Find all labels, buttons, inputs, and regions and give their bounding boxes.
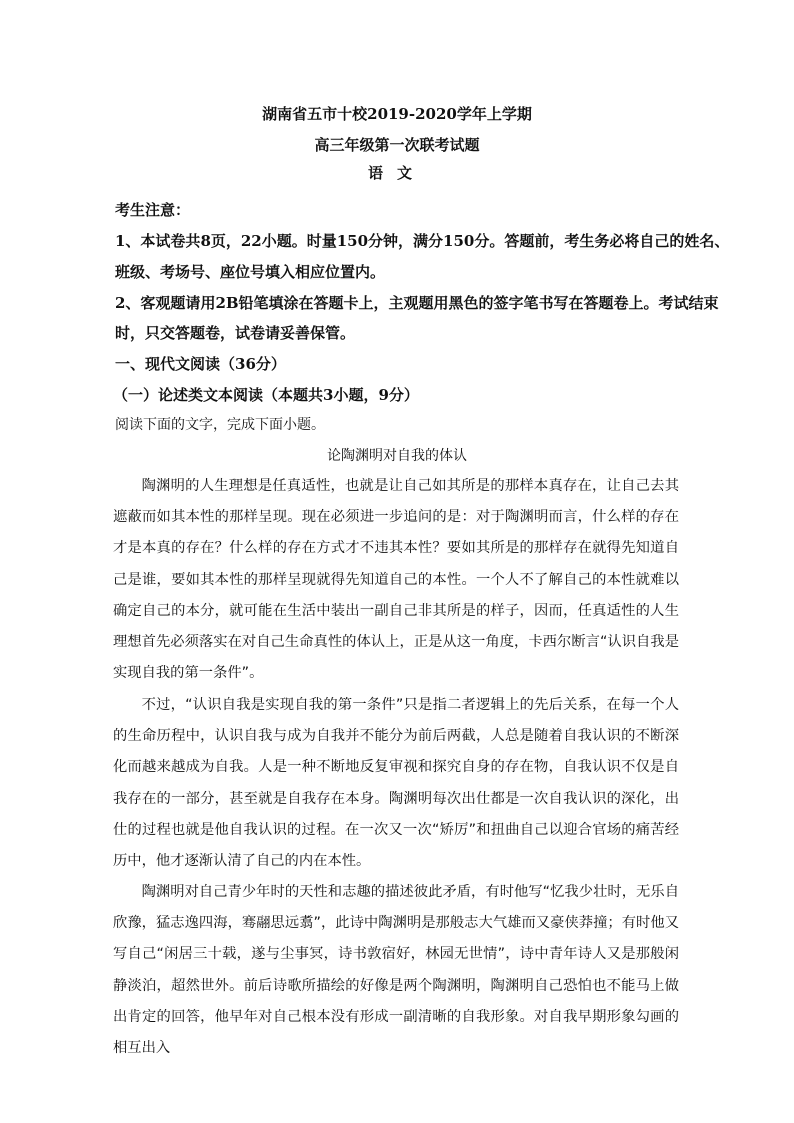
subject-title: 语文 xyxy=(367,164,426,182)
essay-title: 论陶渊明对自我的体认 xyxy=(327,448,467,464)
exam-title: 湖南省五市十校2019-2020学年上学期 xyxy=(262,105,532,123)
section-heading: 一、现代文阅读（36分） xyxy=(115,355,286,373)
notice-item-2-line-2: 时，只交答题卷，试卷请妥善保管。 xyxy=(115,324,356,342)
notice-item-2-line-1: 2、客观题请用2B铅笔填涂在答题卡上，主观题用黑色的签字笔书写在答题卷上。考试结束 xyxy=(115,294,719,312)
exam-subtitle: 高三年级第一次联考试题 xyxy=(314,136,480,154)
notice-item-1-line-2: 班级、考场号、座位号填入相应位置内。 xyxy=(115,263,386,281)
notice-heading: 考生注意： xyxy=(115,201,191,219)
essay-paragraph-3: 陶渊明对自己青少年时的天性和志趣的描述彼此矛盾，有时他写“忆我少壮时，无乐自欣豫，猛志逸四海，骞翮思远翥”，此诗中陶渊明是那般志大气雄而又豪侠莽撞；有时他又写自己“闲居三十载，遂与尘事冥，诗书敦宿好，林园无世情”，诗中青年诗人又是那般闲静淡泊，超然世外。前后诗歌所描绘的好像是两个陶渊明，陶渊明自己恐怕也不能马上做出肯定的回答，他早年对自己根本没有形成一副清晰的自我形象。对自我早期形象勾画的相互出入 xyxy=(113,884,679,1057)
subsection-heading: （一）论述类文本阅读（本题共3小题，9分） xyxy=(113,386,419,404)
essay-paragraph-1: 陶渊明的人生理想是任真适性，也就是让自己如其所是的那样本真存在，让自己去其遮蔽而如其本性的那样呈现。现在必须进一步追问的是：对于陶渊明而言，什么样的存在才是本真的存在？什么样的存在方式才不违其本性？要如其所是的那样存在就得先知道自己是谁，要如其本性的那样呈现就得先知道自己的本性。一个人不了解自己的本性就难以确定自己的本分，就可能在生活中装出一副自己非其所是的样子，因而，任真适性的人生理想首先必须落实在对自己生命真性的体认上，正是从这一角度，卡西尔断言“认识自我是实现自我的第一条件”。 xyxy=(113,478,679,682)
reading-instruction: 阅读下面的文字，完成下面小题。 xyxy=(115,417,325,433)
essay-paragraph-2: 不过，“认识自我是实现自我的第一条件”只是指二者逻辑上的先后关系，在每一个人的生命历程中，认识自我与成为自我并不能分为前后两截，人总是随着自我认识的不断深化而越来越成为自我。人是一种不断地反复审视和探究自身的存在物，自我认识不仅是自我存在的一部分，甚至就是自我存在本身。陶渊明每次出仕都是一次自我认识的深化，出仕的过程也就是他自我认识的过程。在一次又一次“矫厉”和扭曲自己以迎合官场的痛苦经历中，他才逐渐认清了自己的内在本性。 xyxy=(113,697,679,870)
notice-item-1-line-1: 1、本试卷共8页，22小题。时量150分钟，满分150分。答题前，考生务必将自己的姓名、 xyxy=(115,232,730,250)
